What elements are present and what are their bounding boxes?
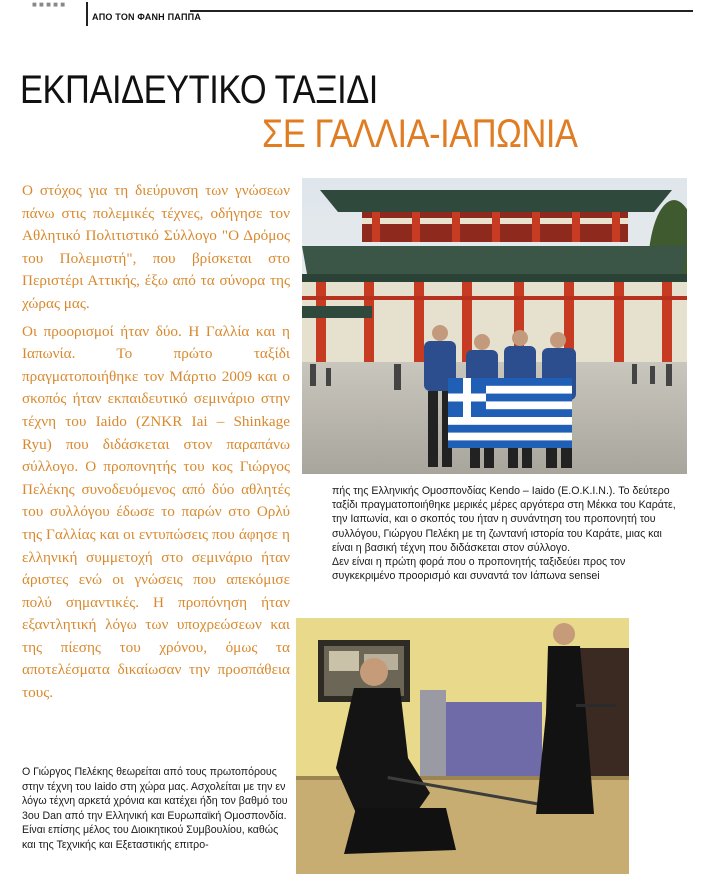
kendo-dojo-photo xyxy=(296,618,629,874)
header-divider-tick xyxy=(86,2,88,26)
article-title-line2: ΣΕ ΓΑΛΛΙΑ-ΙΑΠΩΝΙΑ xyxy=(262,112,578,156)
paragraph-sensei: Δεν είναι η πρώτη φορά που ο προπονητής ταξιδεύει προς τον συγκεκριμένο προορισμό και συναντά τον Ιάπωνα sensei xyxy=(332,556,626,583)
dojo-illustration xyxy=(296,618,629,874)
magazine-brand: ■ ■ ■ ■ ■ xyxy=(32,0,66,9)
paragraph-intro: Ο στόχος για τη διεύρυνση των γνώσεων πάνω στις πολεμικές τέχνες, οδήγησε τον Αθλητικό Πολιτιστικό Σύλλογο "Ο Δρόμος του Πολεμιστή", που βρίσκεται στο Περιστέρι Αττικής, έξω από τα σύνορα της χώρας μας. xyxy=(22,182,290,312)
temple-group-photo xyxy=(302,178,687,474)
article-body-right xyxy=(332,484,678,583)
paragraph-coach-bio: Ο Γιώργος Πελέκης θεωρείται από τους πρωτοπόρους στην τέχνη του Iaido στη χώρα μας. Ασχολείται με την εν λόγω τέχνη αρκετά χρόνια και κατέχει ήδη τον βαθμό του 3ου Dan από την Ελληνική και Ευρωπαϊκή Ομοσπονδία. Είναι επίσης μέλος του Διοικητικού Συμβουλίου, καθώς και της Τεχνικής και Εξεταστικής επιτρο- xyxy=(22,766,288,851)
article-body-left xyxy=(22,180,290,710)
paragraph-destinations: Οι προορισμοί ήταν δύο. Η Γαλλία και η Ιαπωνία. Το πρώτο ταξίδι πραγματοποιήθηκε τον Μάρτιο 2009 και ο σκοπός ήταν εκπαιδευτικό σεμινάριο στην τέχνη του Iaido (ZNKR Iai – Shinkage Ryu) που διδάσκεται στον παραπάνω σύλλογο. Ο προπονητής του κος Γιώργος Πελέκης συνοδευόμενος από δύο αθλητές του συλλόγου έδωσε το παρών στο Ορλύ της Γαλλίας και οι εντυπώσεις που άφησε η ελληνική συμμετοχή στο σεμινάριο ήταν άριστες ενώ οι γνώσεις που απεκόμισε πολύ σημαντικές. Η προπόνηση ήταν εξαντλητική λόγω των υποχρεώσεων και της πίεσης του χρόνου, όμως τα αποτελέσματα δικαίωσαν την προσπάθεια τους. xyxy=(22,322,290,702)
article-title-line1: ΕΚΠΑΙΔΕΥΤΙΚΟ ΤΑΞΙΔΙ xyxy=(20,68,378,112)
section-label: ΑΠΟ ΤΟΝ ΦΑΝΗ ΠΑΠΠΑ xyxy=(92,12,202,22)
coach-bio xyxy=(22,765,294,853)
paragraph-second-trip: πής της Ελληνικής Ομοσπονδίας Kendo – Iaido (Ε.Ο.Κ.Ι.Ν.). Το δεύτερο ταξίδι πραγματοποιήθηκε μερικές μέρες αργότερα στη Μέκκα του Καράτε, την Ιαπωνία, και ο σκοπός του ήταν η συνάντηση του προπονητή του συλλόγου, Γιώργου Πελέκη με τη ζωντανή ιστορία του Καράτε, μιας και είναι η βασική τέχνη που διδάσκεται στον σύλλογο. xyxy=(332,485,676,554)
temple-group-illustration xyxy=(302,178,687,474)
header-rule xyxy=(190,10,693,12)
page-header xyxy=(0,0,711,28)
